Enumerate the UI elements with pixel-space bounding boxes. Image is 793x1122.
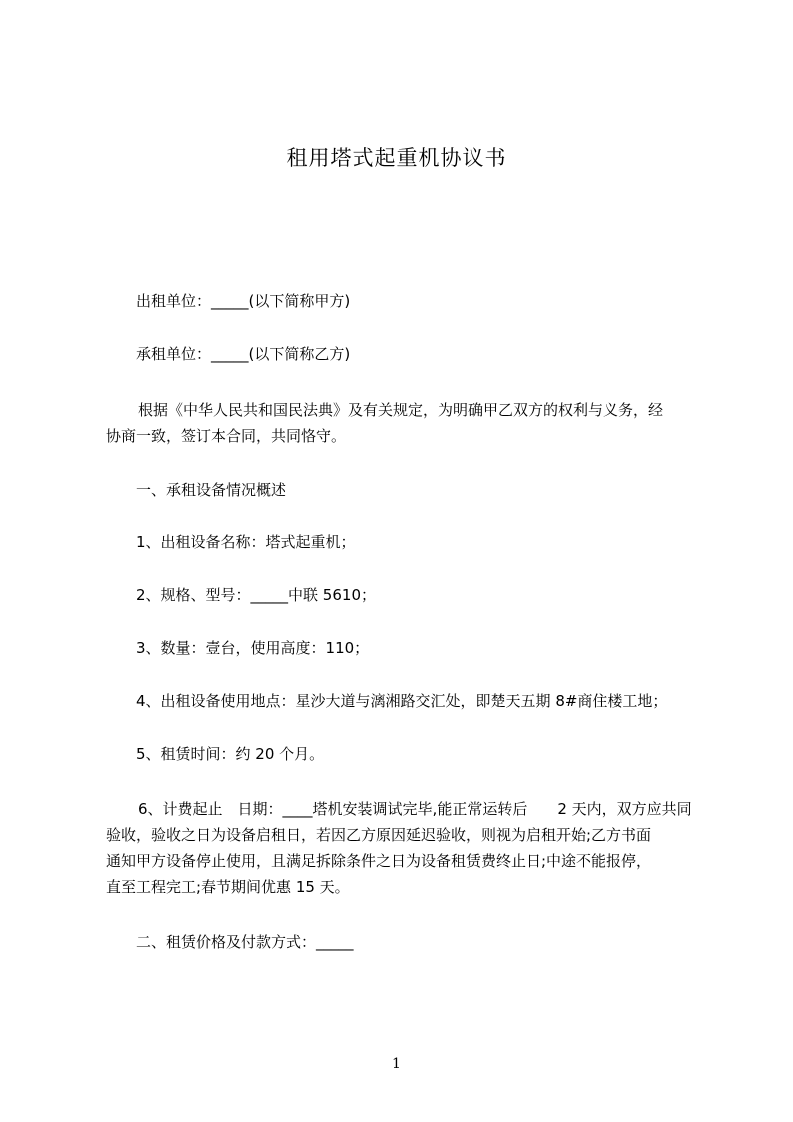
document-title: 租用塔式起重机协议书 [286, 146, 507, 170]
item-6-line-1: 6、计费起止 日期：____塔机安装调试完毕,能正常运转后 2 天内，双方应共同 [138, 800, 692, 818]
item-6-line-4: 直至工程完工;春节期间优惠 15 天。 [106, 878, 350, 896]
page-number: 1 [392, 1056, 401, 1072]
item-6-line-3: 通知甲方设备停止使用，且满足拆除条件之日为设备租赁费终止日;中途不能报停， [106, 852, 652, 870]
lessee-line: 承租单位：_____(以下简称乙方) [136, 345, 351, 363]
preamble-line-2: 协商一致，签订本合同，共同恪守。 [106, 427, 347, 445]
item-3: 3、数量：壹台，使用高度：110； [136, 639, 370, 657]
item-5: 5、租赁时间：约 20 个月。 [136, 745, 325, 763]
item-1: 1、出租设备名称：塔式起重机； [136, 533, 356, 551]
lessor-line: 出租单位：_____(以下简称甲方) [136, 292, 351, 310]
section-1-heading: 一、承租设备情况概述 [136, 481, 287, 499]
preamble-line-1: 根据《中华人民共和国民法典》及有关规定，为明确甲乙双方的权利与义务，经 [138, 401, 664, 419]
item-4: 4、出租设备使用地点：星沙大道与漓湘路交汇处，即楚天五期 8#商住楼工地； [136, 692, 668, 710]
preamble-paragraph [106, 397, 708, 449]
item-6-paragraph [106, 796, 708, 900]
item-2: 2、规格、型号：_____中联 5610； [136, 586, 376, 604]
item-6-line-2: 验收，验收之日为设备启租日，若因乙方原因延迟验收，则视为启租开始;乙方书面 [106, 826, 652, 844]
section-2-heading: 二、租赁价格及付款方式：_____ [136, 933, 354, 951]
